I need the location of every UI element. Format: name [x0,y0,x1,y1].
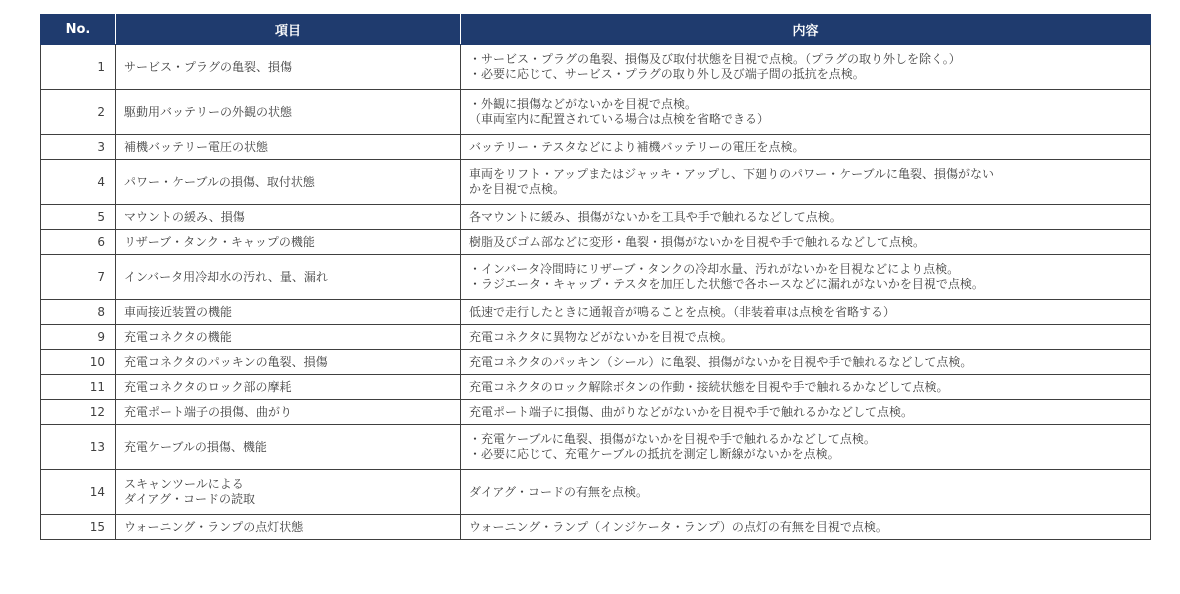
row-item: スキャンツールによる ダイアグ・コードの読取 [116,470,461,515]
row-content: 充電コネクタのパッキン（シール）に亀裂、損傷がないかを目視や手で触れるなどして点検。 [461,350,1151,375]
row-item: 充電コネクタのロック部の摩耗 [116,375,461,400]
header-no: No. [41,15,116,45]
row-content: ダイアグ・コードの有無を点検。 [461,470,1151,515]
row-no: 1 [41,45,116,90]
row-content: 充電ポート端子に損傷、曲がりなどがないかを目視や手で触れるかなどして点検。 [461,400,1151,425]
row-no: 10 [41,350,116,375]
row-no: 9 [41,325,116,350]
row-item: 補機バッテリー電圧の状態 [116,135,461,160]
row-no: 3 [41,135,116,160]
table-row [41,45,1151,90]
table-row [41,400,1151,425]
row-item: 充電コネクタの機能 [116,325,461,350]
row-content: ・充電ケーブルに亀裂、損傷がないかを目視や手で触れるかなどして点検。 ・必要に応じて、充電ケーブルの抵抗を測定し断線がないかを点検。 [461,425,1151,470]
row-no: 13 [41,425,116,470]
row-no: 15 [41,515,116,540]
row-no: 4 [41,160,116,205]
row-no: 2 [41,90,116,135]
row-content: ウォーニング・ランプ（インジケータ・ランプ）の点灯の有無を目視で点検。 [461,515,1151,540]
row-content: ・サービス・プラグの亀裂、損傷及び取付状態を目視で点検。（プラグの取り外しを除く。） ・必要に応じて、サービス・プラグの取り外し及び端子間の抵抗を点検。 [461,45,1151,90]
row-no: 12 [41,400,116,425]
row-item: パワー・ケーブルの損傷、取付状態 [116,160,461,205]
row-content: ・外観に損傷などがないかを目視で点検。 （車両室内に配置されている場合は点検を省略できる） [461,90,1151,135]
row-item: 充電コネクタのパッキンの亀裂、損傷 [116,350,461,375]
row-item: 充電ケーブルの損傷、機能 [116,425,461,470]
table-row [41,160,1151,205]
header-item: 項目 [116,15,461,45]
row-no: 14 [41,470,116,515]
row-item: サービス・プラグの亀裂、損傷 [116,45,461,90]
table-row [41,425,1151,470]
row-content: 低速で走行したときに通報音が鳴ることを点検。（非装着車は点検を省略する） [461,300,1151,325]
row-content: 各マウントに緩み、損傷がないかを工具や手で触れるなどして点検。 [461,205,1151,230]
table-row [41,325,1151,350]
row-item: 充電ポート端子の損傷、曲がり [116,400,461,425]
table-row [41,205,1151,230]
row-item: 駆動用バッテリーの外観の状態 [116,90,461,135]
table-row [41,255,1151,300]
table-row [41,470,1151,515]
row-item: 車両接近装置の機能 [116,300,461,325]
table-row [41,135,1151,160]
row-item: ウォーニング・ランプの点灯状態 [116,515,461,540]
row-no: 5 [41,205,116,230]
table-row [41,515,1151,540]
row-no: 11 [41,375,116,400]
header-content: 内容 [461,15,1151,45]
table-row [41,375,1151,400]
table-row [41,300,1151,325]
row-content: 車両をリフト・アップまたはジャッキ・アップし、下廻りのパワー・ケーブルに亀裂、損傷がない かを目視で点検。 [461,160,1151,205]
row-content: ・インバータ冷間時にリザーブ・タンクの冷却水量、汚れがないかを目視などにより点検。 ・ラジエータ・キャップ・テスタを加圧した状態で各ホースなどに漏れがないかを目視で点検。 [461,255,1151,300]
row-item: マウントの緩み、損傷 [116,205,461,230]
row-content: 充電コネクタに異物などがないかを目視で点検。 [461,325,1151,350]
row-no: 6 [41,230,116,255]
table-row [41,350,1151,375]
row-content: 樹脂及びゴム部などに変形・亀裂・損傷がないかを目視や手で触れるなどして点検。 [461,230,1151,255]
row-no: 7 [41,255,116,300]
table-row [41,230,1151,255]
row-content: バッテリー・テスタなどにより補機バッテリーの電圧を点検。 [461,135,1151,160]
row-item: インバータ用冷却水の汚れ、量、漏れ [116,255,461,300]
table-row [41,90,1151,135]
inspection-table [40,14,1151,540]
row-no: 8 [41,300,116,325]
row-item: リザーブ・タンク・キャップの機能 [116,230,461,255]
table-header-row [41,15,1151,45]
row-content: 充電コネクタのロック解除ボタンの作動・接続状態を目視や手で触れるかなどして点検。 [461,375,1151,400]
